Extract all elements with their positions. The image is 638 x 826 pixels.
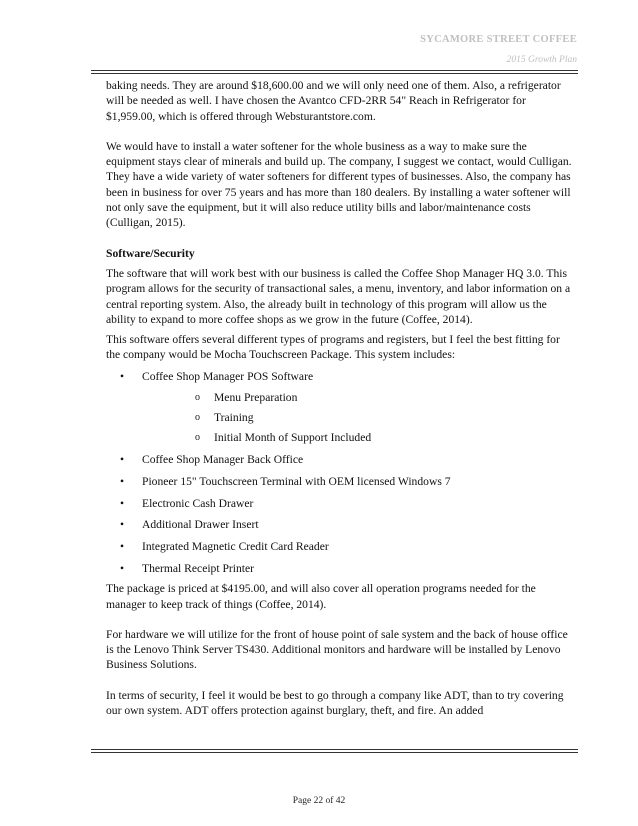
list-item: [106, 561, 574, 576]
paragraph-security: In terms of security, I feel it would be best to go through a company like ADT, than to try covering our own system. ADT offers protection against burglary, theft, and fire. An added: [106, 688, 564, 717]
list-item-label: Thermal Receipt Printer: [142, 561, 255, 575]
sub-list-item: [142, 390, 574, 405]
sub-list-item: [142, 410, 574, 425]
list-item: [106, 539, 574, 554]
sub-list-item-label: Menu Preparation: [214, 390, 298, 404]
sub-list: [142, 390, 574, 446]
footer-rule: [91, 749, 578, 750]
list-item: [106, 496, 574, 511]
sub-list-item: [142, 430, 574, 445]
bullet-icon: •: [120, 540, 125, 554]
document-body: [106, 78, 574, 718]
bullet-icon: •: [120, 496, 125, 510]
bullet-icon: •: [120, 561, 125, 575]
circle-bullet-icon: o: [195, 411, 200, 423]
paragraph-equipment: baking needs. They are around $18,600.00 and we will only need one of them. Also, a refrigerator will be needed as well. I have chosen the Avantco CFD-2RR 54" Reach in Refrigerator for $1,959.00, which is offered through Websturantstore.com.: [106, 79, 561, 123]
bullet-icon: •: [120, 474, 125, 488]
header-rule: [91, 70, 578, 71]
circle-bullet-icon: o: [195, 432, 200, 444]
sub-list-item-label: Training: [214, 410, 254, 424]
bullet-icon: •: [120, 452, 125, 466]
list-item: [106, 369, 574, 445]
list-item-label: Coffee Shop Manager POS Software: [142, 370, 314, 384]
bullet-icon: •: [120, 518, 125, 532]
circle-bullet-icon: o: [195, 391, 200, 403]
list-item: [106, 517, 574, 532]
bullet-icon: •: [120, 370, 125, 384]
header-subtitle: 2015 Growth Plan: [506, 55, 577, 65]
list-item: [106, 452, 574, 467]
package-list: [106, 369, 574, 576]
list-item-label: Electronic Cash Drawer: [142, 496, 254, 510]
paragraph-hardware: For hardware we will utilize for the front of house point of sale system and the back of house office is the Lenovo Think Server TS430. Additional monitors and hardware will be installed by Lenovo Business Solutions.: [106, 627, 568, 672]
header-title: SYCAMORE STREET COFFEE: [420, 34, 577, 45]
list-item-label: Integrated Magnetic Credit Card Reader: [142, 540, 329, 554]
sub-list-item-label: Initial Month of Support Included: [214, 431, 372, 445]
paragraph-water-softener: We would have to install a water softener for the whole business as a way to make sure the equipment stays clear of minerals and build up. The company, I suggest we contact, would Culligan. They have a wide variety of water softeners for different types of businesses. Also, the company has been in business for over 75 years and has more than 180 dealers. By installing a water softener will not only save the equipment, but it will also reduce utility bills and labor/maintenance costs (Culligan, 2015).: [106, 139, 572, 230]
footer-rule-secondary: [91, 752, 578, 753]
paragraph-software: The software that will work best with our business is called the Coffee Shop Manager HQ 3.0. This program allows for the security of transactional sales, a menu, inventory, and labor information on a central reporting system. Also, the already built in technology of this program will allow us the ability to expand to more coffee shops as we grow in the future (Coffee, 2014).: [106, 266, 571, 326]
list-item-label: Coffee Shop Manager Back Office: [142, 452, 304, 466]
list-item: [106, 474, 574, 489]
paragraph-package-price: The package is priced at $4195.00, and will also cover all operation programs needed for the manager to keep track of things (Coffee, 2014).: [106, 582, 536, 611]
header-rule-secondary: [91, 73, 578, 74]
section-heading: Software/Security: [106, 246, 195, 260]
list-item-label: Pioneer 15" Touchscreen Terminal with OEM licensed Windows 7: [142, 474, 451, 488]
list-item-label: Additional Drawer Insert: [142, 518, 259, 532]
paragraph-package-intro: This software offers several different types of programs and registers, but I feel the best fitting for the company would be Mocha Touchscreen Package. This system includes:: [106, 333, 560, 362]
page-number: Page 22 of 42: [292, 796, 346, 806]
